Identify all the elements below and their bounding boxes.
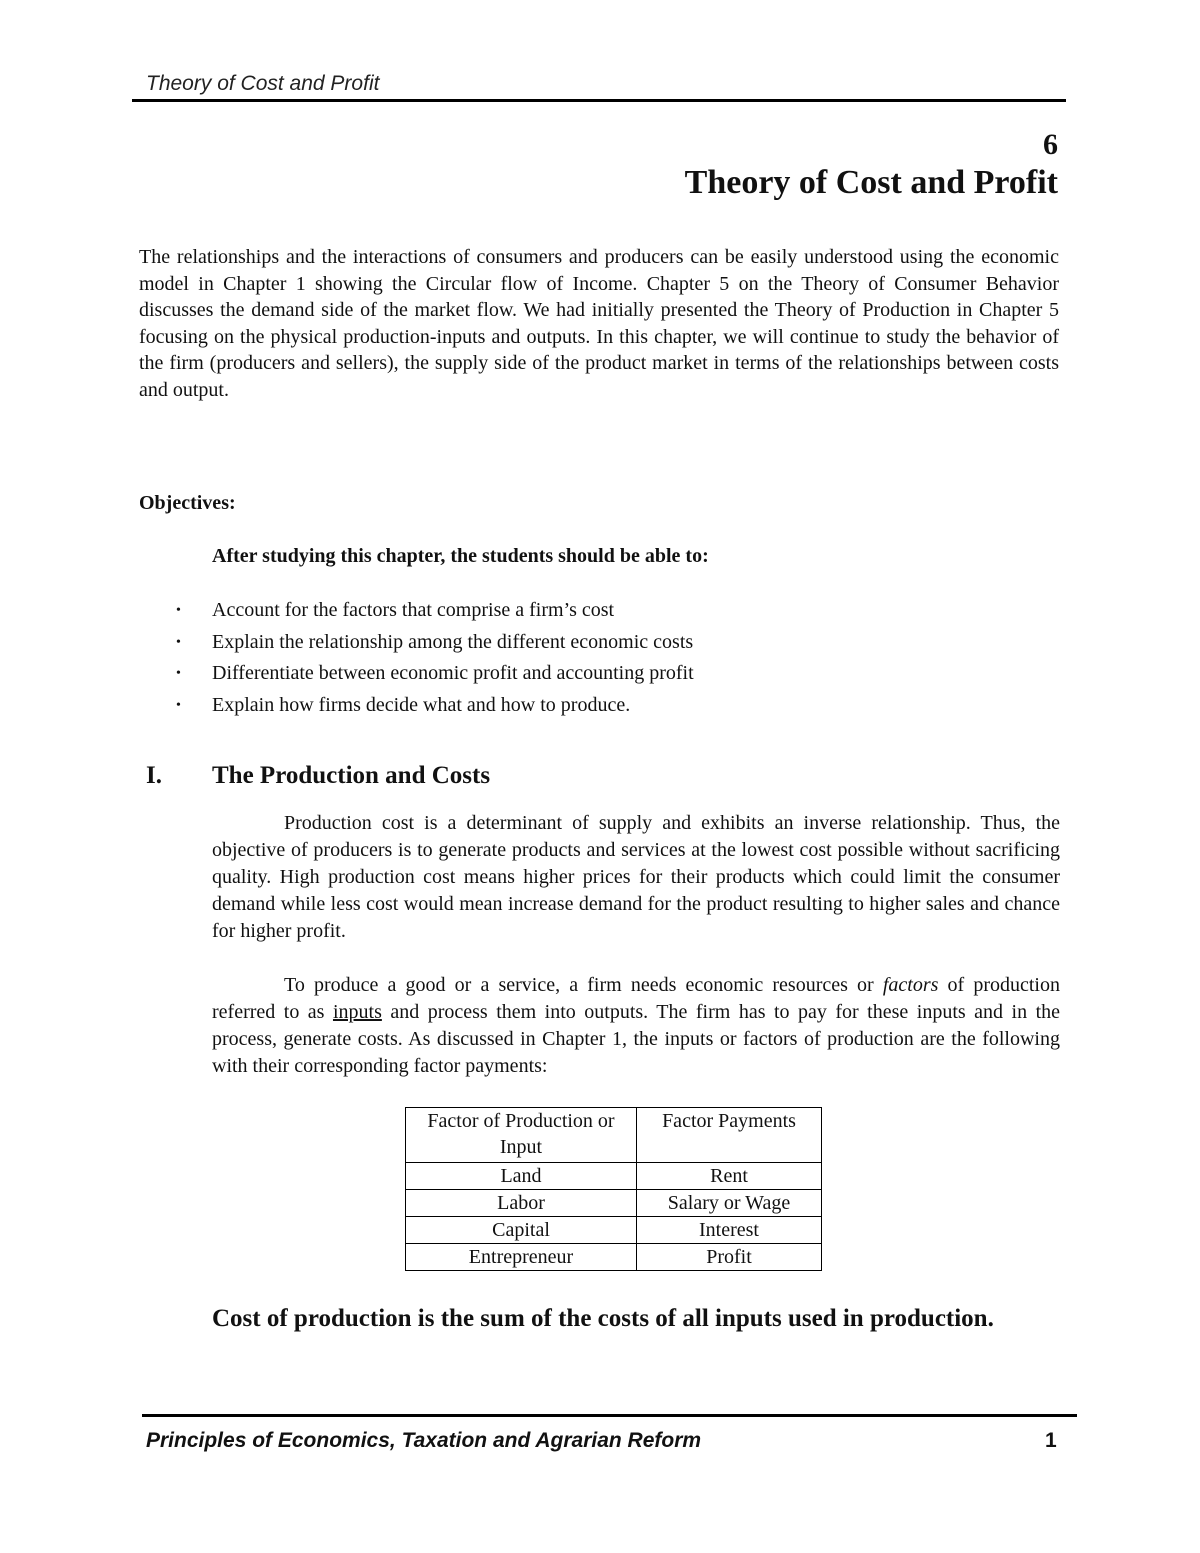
section-title: The Production and Costs	[212, 762, 491, 789]
table-row	[406, 1244, 822, 1271]
intro-paragraph: The relationships and the interactions of consumers and producers can be easily understood using the economic model in Chapter 1 showing the Circular flow of Income. Chapter 5 on the Theory of Consumer Behavior discusses the demand side of the market flow. We had initially presented the Theory of Production in Chapter 5 focusing on the physical production-inputs and outputs. In this chapter, we will continue to study the behavior of the firm (producers and sellers), the supply side of the product market in terms of the relationships between costs and output.	[139, 246, 1059, 401]
body-paragraph-1: Production cost is a determinant of supply and exhibits an inverse relationship. Thus, the objective of producers is to generate products and services at the lowest cost possible without sacrificing quality. High production cost means higher prices for their products which could limit the consumer demand while less cost would mean increase demand for the product resulting to higher sales and chance for higher profit.	[212, 812, 1060, 942]
section-number: I.	[146, 762, 162, 789]
list-item	[176, 595, 694, 627]
list-item	[176, 627, 694, 659]
objectives-heading: Objectives:	[139, 492, 236, 514]
table-header-row	[406, 1108, 822, 1163]
list-item	[176, 690, 694, 722]
chapter-title: Theory of Cost and Profit	[684, 164, 1058, 201]
para-text: of production referred to as	[212, 974, 1060, 1023]
table-cell: Profit	[637, 1244, 822, 1271]
running-header: Theory of Cost and Profit	[146, 72, 380, 95]
table-header-cell: Factor of Production or Input	[406, 1108, 637, 1163]
footer-rule	[142, 1414, 1077, 1417]
italic-term: factors	[882, 974, 939, 996]
table-cell: Salary or Wage	[637, 1190, 822, 1217]
table-row	[406, 1217, 822, 1244]
objectives-lead: After studying this chapter, the students should be able to:	[212, 545, 709, 567]
bullet-icon: •	[176, 603, 181, 618]
table-cell: Rent	[637, 1163, 822, 1190]
bullet-icon: •	[176, 634, 181, 650]
table-header-cell: Factor Payments	[637, 1108, 822, 1163]
para-text: To produce a good or a service, a firm needs economic resources or	[284, 974, 883, 996]
table-cell: Interest	[637, 1217, 822, 1244]
table-cell: Land	[406, 1163, 637, 1190]
summary-statement: Cost of production is the sum of the costs of all inputs used in production.	[212, 1305, 994, 1332]
header-rule	[132, 99, 1066, 102]
body-paragraph-2	[212, 972, 1060, 1080]
table-row	[406, 1190, 822, 1217]
bullet-icon: •	[176, 666, 181, 682]
objective-text: Account for the factors that comprise a firm’s cost	[212, 599, 615, 621]
objective-text: Explain how firms decide what and how to produce.	[212, 693, 631, 716]
para-text: and process them into outputs. The firm has to pay for these inputs and in the process, generate costs. As discussed in Chapter 1, the inputs or factors of production are the following with their corresponding factor payments:	[212, 1001, 1060, 1077]
objective-text: Explain the relationship among the different economic costs	[212, 630, 694, 653]
table-row	[406, 1163, 822, 1190]
objectives-list	[176, 595, 694, 721]
footer-book-title: Principles of Economics, Taxation and Agrarian Reform	[146, 1429, 702, 1452]
table-cell: Capital	[406, 1217, 637, 1244]
underlined-term: inputs	[332, 1001, 382, 1023]
table-cell: Entrepreneur	[406, 1244, 637, 1271]
bullet-icon: •	[176, 697, 181, 713]
objective-text: Differentiate between economic profit and accounting profit	[212, 662, 694, 685]
factor-table	[405, 1107, 822, 1271]
list-item	[176, 658, 694, 690]
table-cell: Labor	[406, 1190, 637, 1217]
page-number: 1	[1045, 1429, 1057, 1452]
section-heading	[146, 762, 490, 790]
chapter-number: 6	[1043, 128, 1058, 161]
